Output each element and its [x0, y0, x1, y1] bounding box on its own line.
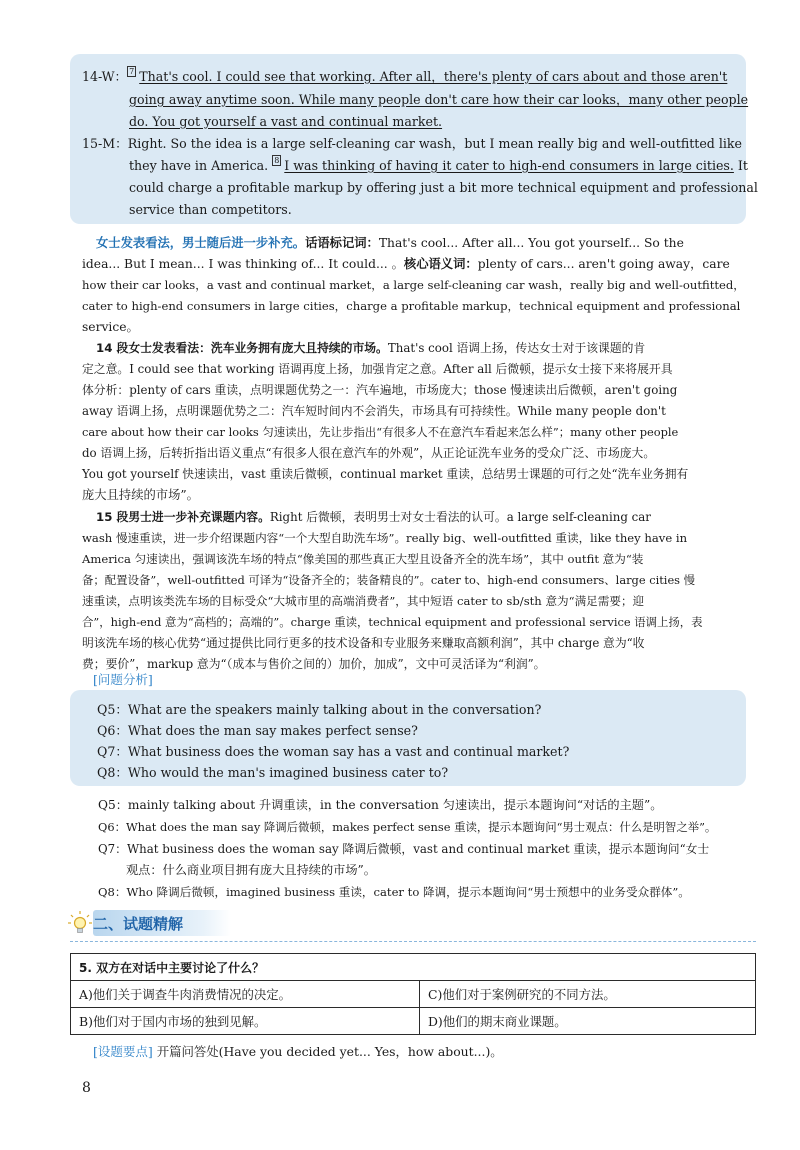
- dialogue-line-1: 14-W： 7 That's cool. I could see that working. After all，there's plenty of cars about and those aren't: [82, 67, 728, 84]
- summary-line-3: how their car looks，a vast and continual market，a large self-cleaning car wash，really big and well-outfitted，: [82, 278, 745, 292]
- p15-line-4: 备；配置设备”，well-outfitted 可译为“设备齐全的；装备精良的”。cater to、high-end consumers、large cities 慢: [82, 573, 696, 587]
- dialogue-line-6: could charge a profitable markup by offering just a bit more technical equipment and professional: [129, 180, 758, 195]
- dialogue-line-3: do. You got yourself a vast and continual market.: [129, 114, 443, 129]
- answer-q5: Q5：mainly talking about 升调重读，in the conversation 匀速读出，提示本题询问“对话的主题”。: [98, 798, 663, 812]
- section-title: 二、试题精解: [93, 915, 184, 933]
- question-q5: Q5：What are the speakers mainly talking about in the conversation?: [97, 702, 542, 717]
- question-table: [70, 953, 756, 1035]
- analysis-tag: [问题分析]: [93, 672, 153, 687]
- speaker-14-w: 14-W：: [82, 69, 128, 84]
- table-question: 5. 双方在对话中主要讨论了什么？: [71, 954, 756, 981]
- dialogue-line-4: 15-M：Right. So the idea is a large self-cleaning car wash，but I mean really big and well-outfitted like: [82, 136, 743, 151]
- dialogue-line-7: service than competitors.: [129, 202, 292, 217]
- p15-line-7: 明该洗车场的核心优势“通过提供比同行更多的技术设备和专业服务来赚取高额利润”，其中 charge 意为“收: [82, 636, 645, 650]
- p15-line-3: America 匀速读出，强调该洗车场的特点“像美国的那些真正大型且设备齐全的洗车场”，其中 outfit 意为“装: [82, 552, 644, 566]
- p15-line-2: wash 慢速重读，进一步介绍课题内容“一个大型自助洗车场”。really big、well-outfitted 重读，like they have in: [82, 531, 688, 545]
- p15-line-1: 15 段男士进一步补充课题内容。Right 后微顿，表明男士对女士看法的认可。a large self-cleaning car: [96, 510, 651, 524]
- p14-line-2: 定之意。I could see that working 语调再度上扬，加强肯定之意。After all 后微顿，提示女士接下来将展开具: [82, 362, 673, 376]
- summary-line-4: cater to high-end consumers in large cities，charge a profitable markup，technical equipment and professional: [82, 299, 741, 313]
- question-q7: Q7：What business does the woman say has a vast and continual market?: [97, 744, 570, 759]
- answer-q7-line-2: 观点：什么商业项目拥有庞大且持续的市场”。: [126, 863, 376, 877]
- p15-line-5: 速重读，点明该类洗车场的目标受众“大城市里的高端消费者”，其中短语 cater to sb/sth 意为“满足需要；迎: [82, 594, 645, 608]
- page-number: 8: [82, 1080, 91, 1096]
- answer-q6: Q6：What does the man say 降调后微顿，makes perfect sense 重读，提示本题询问“男士观点：什么是明智之举”。: [98, 820, 717, 834]
- summary-line-1: 女士发表看法，男士随后进一步补充。话语标记词：That's cool... After all... You got yourself... So the: [96, 236, 684, 250]
- speaker-15-m: 15-M：: [82, 136, 128, 151]
- key-point-text: 开篇问答处(Have you decided yet... Yes，how about...)。: [156, 1044, 503, 1059]
- p14-line-8: 庞大且持续的市场”。: [82, 488, 199, 502]
- answer-q8: Q8：Who 降调后微顿，imagined business 重读，cater to 降调，提示本题询问“男士预想中的业务受众群体”。: [98, 885, 690, 899]
- key-point: [93, 1042, 503, 1060]
- option-a: A)他们关于调查牛肉消费情况的决定。: [71, 981, 420, 1008]
- summary-line-2: idea... But I mean... I was thinking of... It could... 。核心语义词：plenty of cars... aren't going away，care: [82, 257, 730, 271]
- p14-line-6: do 语调上扬，后转折指出语义重点“有很多人很在意汽车的外观”，从正论证洗车业务的受众广泛、市场庞大。: [82, 446, 656, 460]
- question-q6: Q6：What does the man say makes perfect sense?: [97, 723, 418, 738]
- p14-line-7: You got yourself 快速读出，vast 重读后微顿，continual market 重读，总结男士课题的可行之处“洗车业务拥有: [82, 467, 689, 481]
- p15-line-6: 合”，high-end 意为“高档的；高端的”。charge 重读，technical equipment and professional service 语调上扬，表: [82, 615, 703, 629]
- p15-line-8: 费；要价”，markup 意为“（成本与售价之间的）加价，加成”，文中可灵活译为“利润”。: [82, 657, 546, 671]
- p14-line-4: away 语调上扬，点明课题优势之二：汽车短时间内不会消失，市场具有可持续性。While many people don't: [82, 404, 666, 418]
- p14-line-5: care about how their car looks 匀速读出，先让步指出“有很多人不在意汽车看起来怎么样”；many other people: [82, 425, 679, 439]
- marker-8: 8: [274, 156, 280, 165]
- dialogue-line-5: they have in America. 8 I was thinking of having it cater to high-end consumers in large cities. It: [129, 156, 748, 173]
- option-d: D)他们的期末商业课题。: [420, 1008, 756, 1035]
- key-point-tag: [设题要点]: [93, 1044, 153, 1059]
- marker-7: 7: [129, 67, 135, 76]
- p14-line-3: 体分析：plenty of cars 重读，点明课题优势之一：汽车遍地，市场庞大；those 慢速读出后微顿，aren't going: [82, 383, 678, 397]
- lightbulb-icon: [68, 910, 92, 936]
- p14-line-1: 14 段女士发表看法：洗车业务拥有庞大且持续的市场。That's cool 语调上扬，传达女士对于该课题的肯: [96, 341, 646, 355]
- answer-q7-line-1: Q7：What business does the woman say 降调后微顿，vast and continual market 重读，提示本题询问“女士: [98, 842, 710, 856]
- summary-line-5: service。: [82, 320, 139, 334]
- question-q8: Q8：Who would the man's imagined business cater to?: [97, 765, 449, 780]
- section-divider: [70, 941, 756, 942]
- dialogue-line-2: going away anytime soon. While many people don't care how their car looks，many other people: [129, 92, 749, 107]
- option-c: C)他们对于案例研究的不同方法。: [420, 981, 756, 1008]
- option-b: B)他们对于国内市场的独到见解。: [71, 1008, 420, 1035]
